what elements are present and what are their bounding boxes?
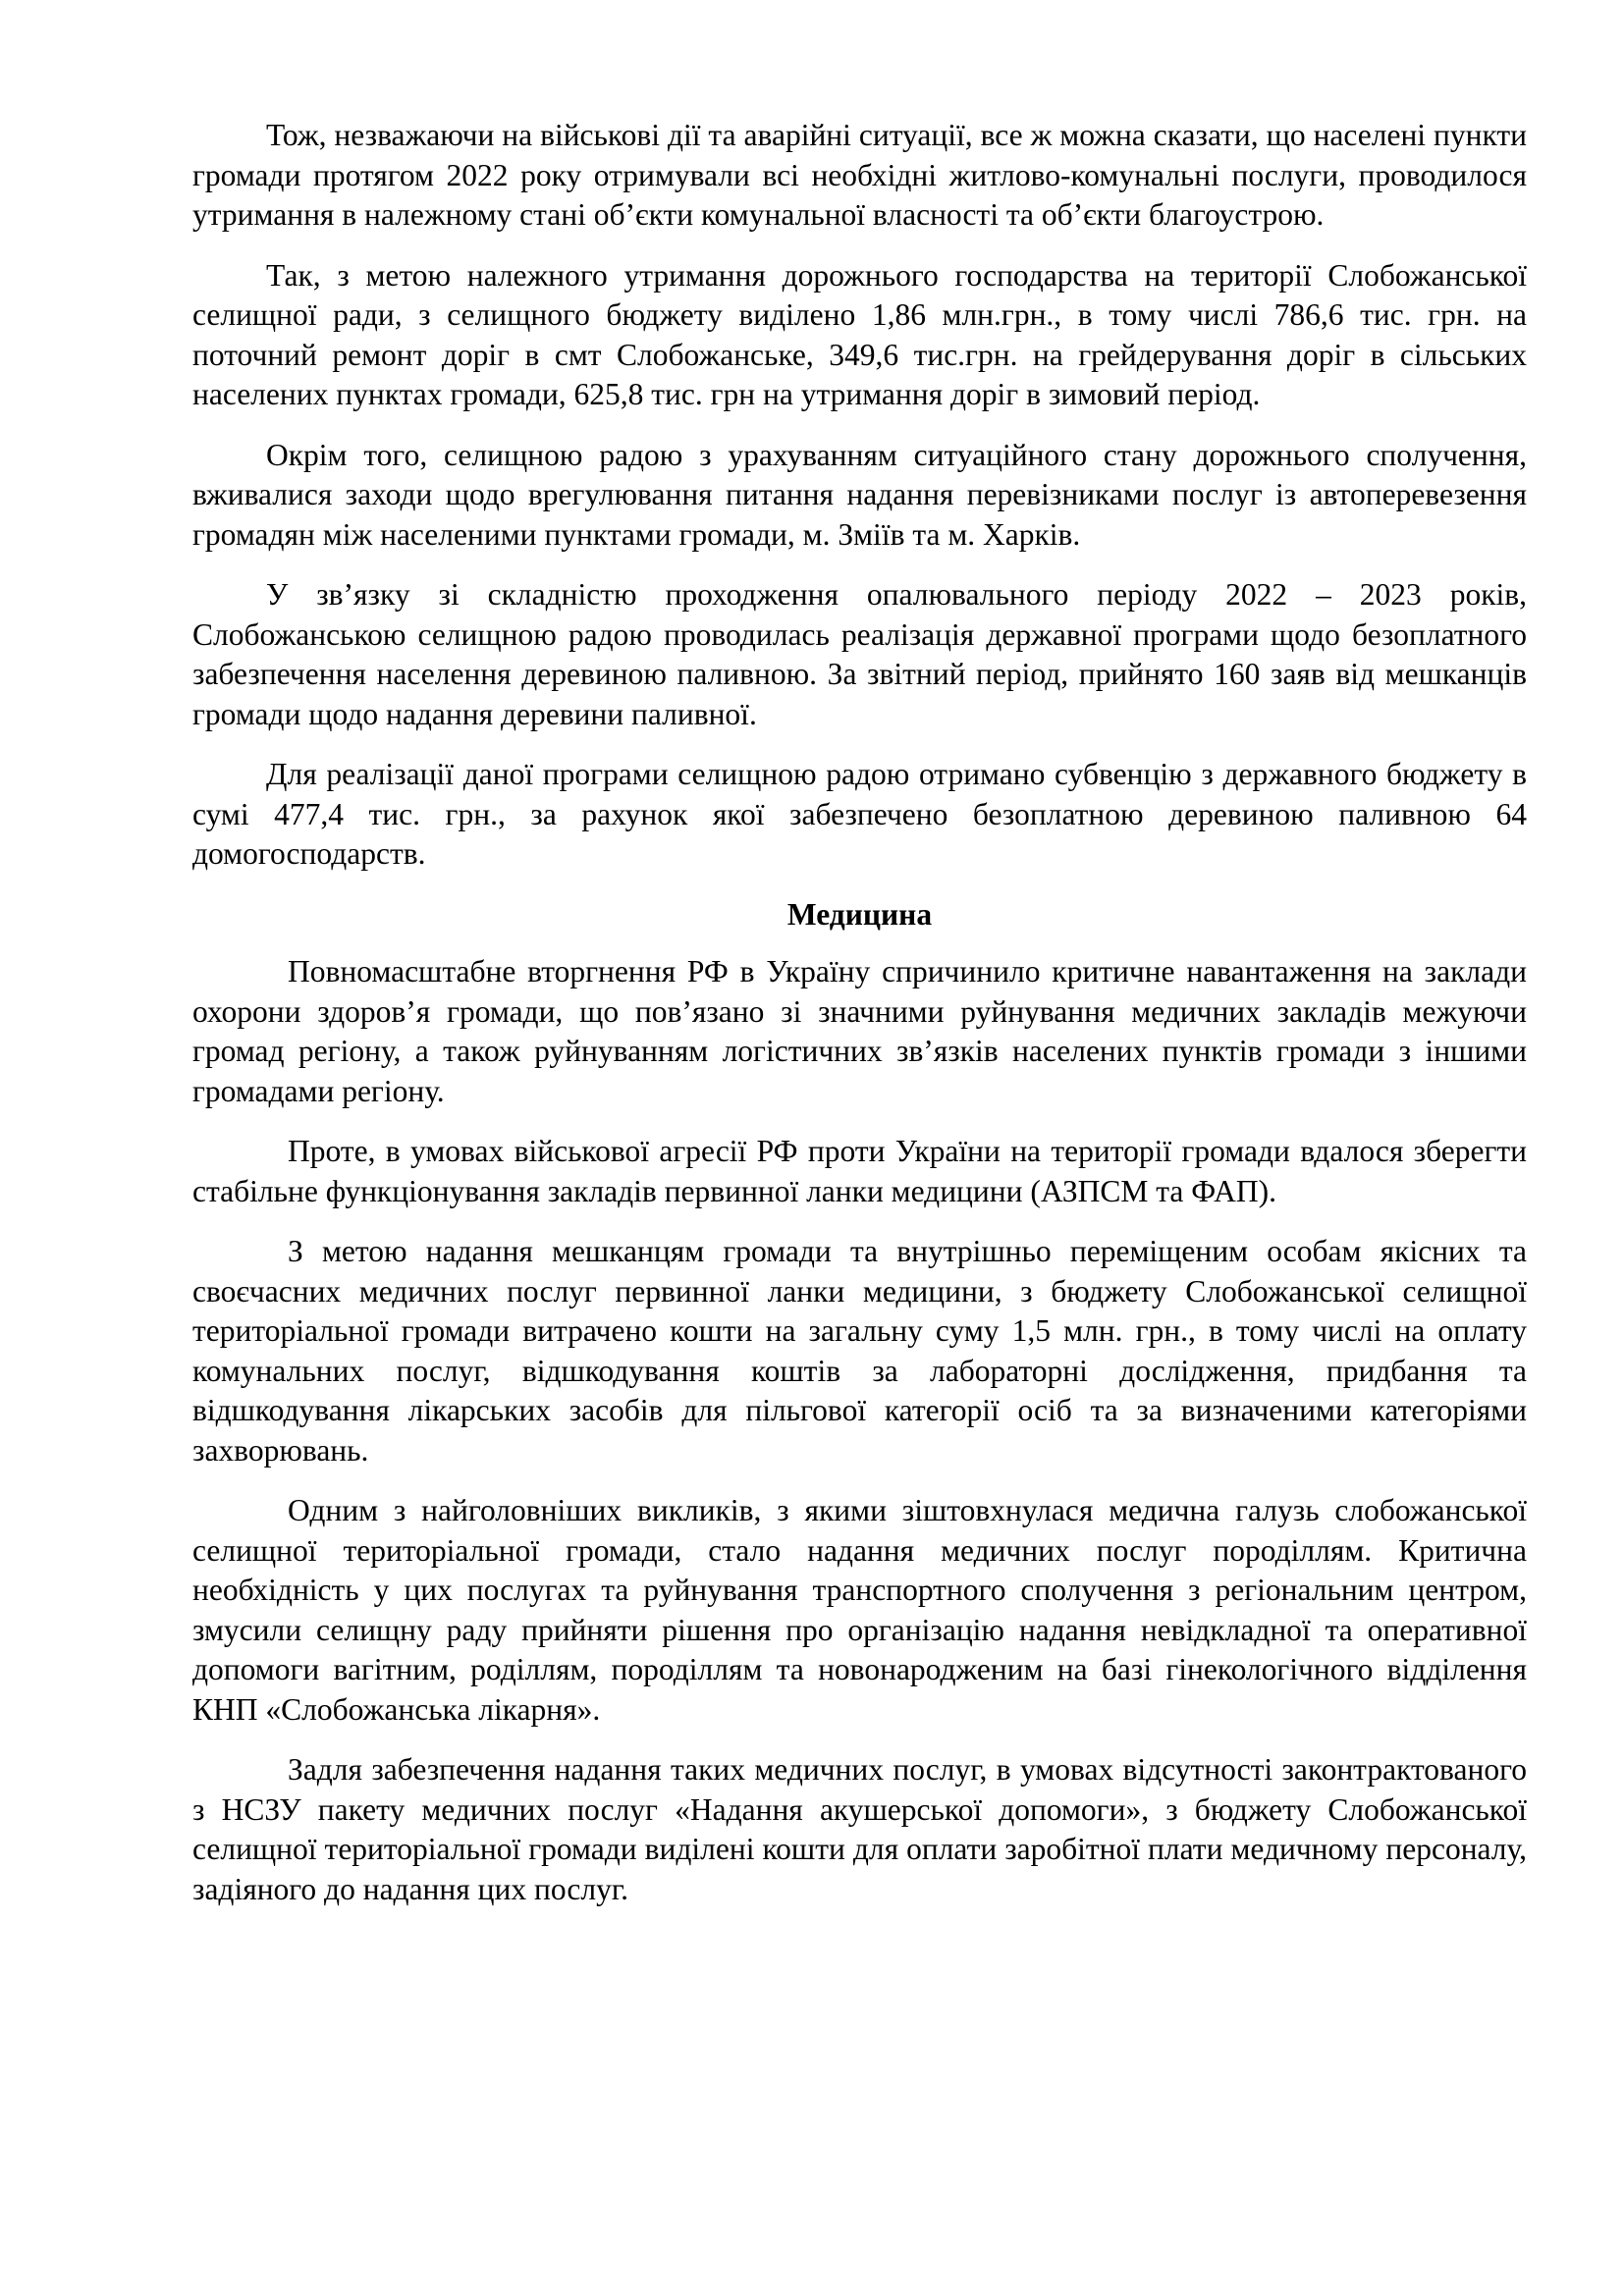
paragraph-medicine-funding: З метою надання мешканцям громади та внутрішньо переміщеним особам якісних та своєчасних медичних послуг первинної ланки медицини, з бюджету Слобожанської селищної територіальної громади витрачено кошти на загальну суму 1,5 млн. грн., в тому числі на оплату комунальних послуг, відшкодування коштів за лабораторні дослідження, придбання та відшкодування лікарських засобів для пільгової категорії осіб та за визначеними категоріями захворювань.	[192, 1234, 1527, 1468]
document-page	[192, 116, 1527, 1930]
paragraph-medicine-staff-pay: Задля забезпечення надання таких медичних послуг, в умовах відсутності законтрактованого з НСЗУ пакету медичних послуг «Надання акушерської допомоги», з бюджету Слобожанської селищної територіальної громади виділені кошти для оплати заробітної плати медичному персоналу, задіяного до надання цих послуг.	[192, 1752, 1527, 1906]
paragraph-firewood-program: У зв’язку зі складністю проходження опалювального періоду 2022 – 2023 років, Слобожанською селищною радою проводилась реалізація державної програми щодо безоплатного забезпечення населення деревиною паливною. За звітний період, прийнято 160 заяв від мешканців громади щодо надання деревини паливної.	[192, 577, 1527, 731]
paragraph-medicine-maternity: Одним з найголовніших викликів, з якими зіштовхнулася медична галузь слобожанської селищної територіальної громади, стало надання медичних послуг породіллям. Критична необхідність у цих послугах та руйнування транспортного сполучення з регіональним центром, змусили селищну раду прийняти рішення про організацію надання невідкладної та оперативної допомоги вагітним, роділлям, породіллям та новонародженим на базі гінекологічного відділення КНП «Слобожанська лікарня».	[192, 1493, 1527, 1727]
paragraph-transport: Окрім того, селищною радою з урахуванням ситуаційного стану дорожнього сполучення, вживалися заходи щодо врегулювання питання надання перевізниками послуг із автоперевезення громадян між населеними пунктами громади, м. Зміїв та м. Харків.	[192, 437, 1527, 552]
paragraph-utilities-summary: Тож, незважаючи на військові дії та аварійні ситуації, все ж можна сказати, що населені пункти громади протягом 2022 року отримували всі необхідні житлово-комунальні послуги, проводилося утримання в належному стані об’єкти комунальної власності та об’єкти благоустрою.	[192, 118, 1527, 232]
paragraph-road-maintenance: Так, з метою належного утримання дорожнього господарства на території Слобожанської селищної ради, з селищного бюджету виділено 1,86 млн.грн., в тому числі 786,6 тис. грн. на поточний ремонт доріг в смт Слобожанське, 349,6 тис.грн. на грейдерування доріг в сільських населених пунктах громади, 625,8 тис. грн на утримання доріг в зимовий період.	[192, 257, 1527, 411]
section-title-medicine: Медицина	[786, 896, 933, 932]
paragraph-medicine-stability: Проте, в умовах військової агресії РФ проти України на території громади вдалося зберегти стабільне функціонування закладів первинної ланки медицини (АЗПСМ та ФАП).	[192, 1134, 1527, 1208]
paragraph-medicine-invasion: Повномасштабне вторгнення РФ в Україну спричинило критичне навантаження на заклади охорони здоров’я громади, що пов’язано зі значними руйнування медичних закладів межуючи громад регіону, а також руйнуванням логістичних зв’язків населених пунктів громади з іншими громадами регіону.	[192, 954, 1527, 1108]
paragraph-firewood-subvention: Для реалізації даної програми селищною радою отримано субвенцію з державного бюджету в сумі 477,4 тис. грн., за рахунок якої забезпечено безоплатною деревиною паливною 64 домогосподарств.	[192, 757, 1527, 871]
